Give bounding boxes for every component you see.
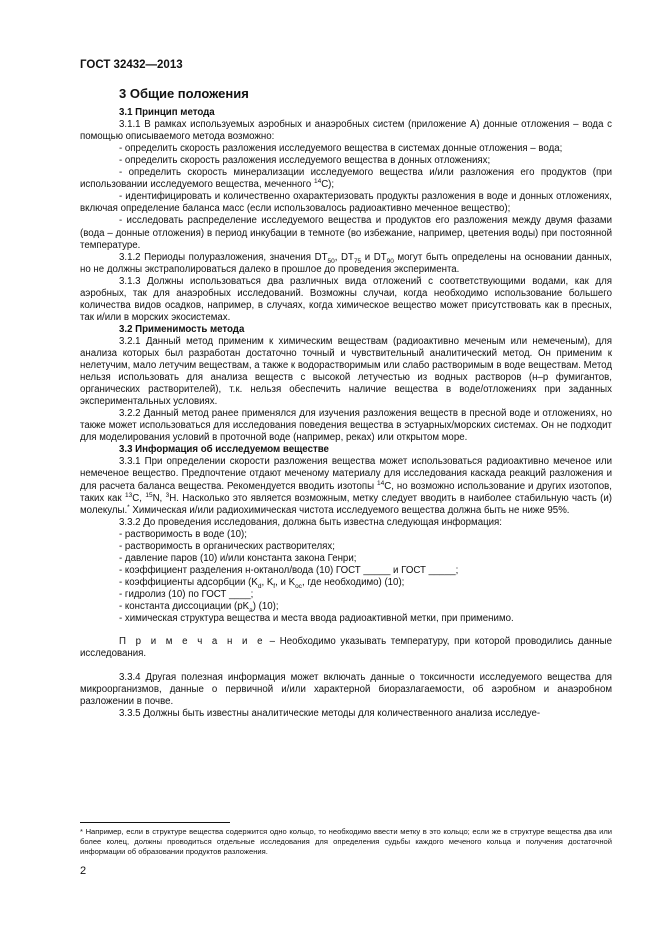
list-item: - химическая структура вещества и места ввода радиоактивной метки, при применимо. [119,613,514,625]
paragraph-3-1-3: 3.1.3 Должны использоваться два различных вида отложений с соответствующими водами, как для аэробных, так для анаэробных исследований. Возможны случаи, когда необходимо использование большего количества видов осадков, например, в случаях, когда химическое вещество может присутствовать как в пресных, так и/или в морских экосистемах. [80,275,612,323]
page-number: 2 [80,865,87,877]
list-item: - коэффициент разделения н-октанол/вода (10) ГОСТ _____ и ГОСТ _____; [119,564,459,576]
paragraph-3-3-4: 3.3.4 Другая полезная информация может включать данные о токсичности исследуемого вещества для микроорганизмов, данные о первичной и/или характерной биоразлагаемости, об аэробном и анаэробном разложении в почве. [80,672,612,708]
list-item: - давление паров (10) и/или константа закона Генри; [119,552,357,564]
footnote-divider [80,822,230,823]
paragraph-3-2-2: 3.2.2 Данный метод ранее применялся для изучения разложения веществ в пресной воде и отложениях, но также может использоваться для исследования поведения вещества в эстуарных/морских системах. Он не подходит для моделирования условий в проточной воде (например, реках) или открытом море. [80,408,612,444]
note-label: П р и м е ч а н и е [119,636,265,648]
document-page [80,0,612,935]
document-body [80,88,612,720]
note: П р и м е ч а н и е – Необходимо указывать температуру, при которой проводились данные исследования. [80,636,613,660]
list-item: - определить скорость минерализации исследуемого вещества и/или разложения его продуктов (при использовании исследуемого вещества, меченного $^{14}$C); [80,167,612,191]
subsection-title-3-1: 3.1 Принцип метода [119,107,215,119]
list-item: - растворимость в воде (10); [119,528,247,540]
paragraph-3-3-2: 3.3.2 До проведения исследования, должна быть известна следующая информация: [119,516,502,528]
subsection-title-3-2: 3.2 Применимость метода [119,323,245,335]
paragraph-3-3-5: 3.3.5 Должны быть известны аналитические методы для количественного анализа исследуе- [119,708,541,720]
list-item: - определить скорость разложения исследуемого вещества в системах донные отложения – вода; [119,143,563,155]
paragraph-3-2-1: 3.2.1 Данный метод применим к химическим веществам (радиоактивно меченым или немеченым), для анализа которых был разработан достаточно точный и чувствительный аналитический метод. Он применим к нелетучим, мало летучим веществам, а также к водорастворимым или слабо растворимым в воде веществам. Метод нельзя использовать для анализа веществ с высокой летучестью из водных растворов (н–р фумигантов, органических растворителей), т.к. нельзя обеспечить наличие вещества в воде/отложениях при заданных экспериментальных условиях. [80,335,612,408]
section-title: 3 Общие положения [119,86,249,101]
list-item: - исследовать распределение исследуемого вещества и продуктов его разложения между двумя фазами (вода – донные отложения) в период инкубации в темноте (во избежание, например, цветения воды) при постоянной температуре. [80,215,612,251]
paragraph-3-3-1: 3.3.1 При определении скорости разложения вещества может использоваться радиоактивно меченое или немеченое вещество. Предпочтение отдают меченому материалу для исследования каскада реакций разложения и для расчета баланса вещества. Рекомендуется вводить изотопы $^{14}$C, но возможно использование и других изотопов, таких как $^{13}$C, $^{15}$N, $^3$H. Насколько это является возможным, метку следует вводить в наиболее стабильную часть (и) молекулы.* Химическая и/или радиохимическая чистота исследуемого вещества должна быть не ниже 95%. [80,456,612,516]
paragraph-3-1-2: 3.1.2 Периоды полуразложения, значения $DT_{50}$, $DT_{75}$ и $DT_{90}$ могут быть определены на основании данных, но не должны экстраполироваться далеко в прошлое до проведения эксперимента. [80,251,612,275]
subsection-title-3-3: 3.3 Информация об исследуемом веществе [119,444,329,456]
list-item: - константа диссоциации $(pK_a)$ (10); [119,600,279,614]
footnote-marker: * [127,503,130,511]
list-item: - определить скорость разложения исследуемого вещества в донных отложениях; [119,155,491,167]
list-item: - растворимость в органических растворителях; [119,540,335,552]
list-item: - идентифицировать и количественно охарактеризовать продукты разложения в воде и донных отложениях, включая определение баланса масс (если использовалось радиоактивно меченное вещество); [80,191,612,215]
paragraph-3-1-1: 3.1.1 В рамках используемых аэробных и анаэробных систем (приложение А) донные отложения – вода с помощью описываемого метода возможно: [80,119,612,143]
footnote: * Например, если в структуре вещества содержится одно кольцо, то необходимо ввести метку в это кольцо; если же в структуре вещества два или более колец, должны проводиться отдельные исследования для определения судьбы каждого меченого кольца и получения достаточной информации об образовании продуктов разложения. [80,827,612,857]
list-item: - гидролиз (10) по ГОСТ ____; [119,588,254,600]
standard-header: ГОСТ 32432—2013 [80,59,183,71]
list-item: - коэффициенты адсорбции ($K_d$, $K_f$, и $K_{oc}$, где необходимо) (10); [119,576,405,590]
